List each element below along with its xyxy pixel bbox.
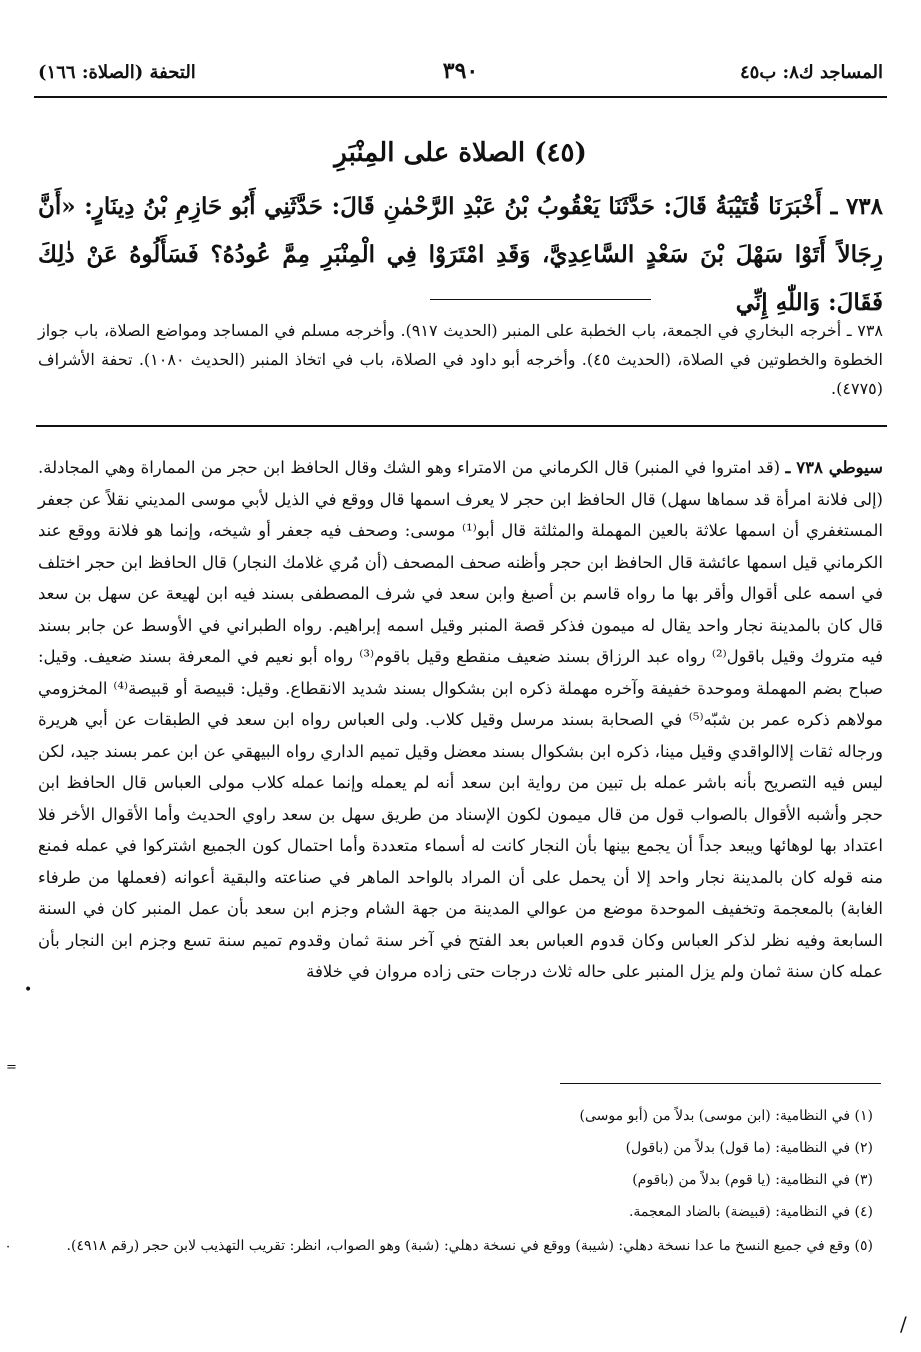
header-chapter-ref: المساجد ك٨: ب٤٥ [740, 62, 883, 83]
hadith-number: ٧٣٨ ـ [830, 193, 883, 220]
margin-mark: = [6, 1060, 17, 1075]
commentary-label: سيوطي ٧٣٨ ـ [785, 458, 883, 477]
header-tuhfa-ref: التحفة (الصلاة: ١٦٦) [38, 62, 196, 83]
header-rule [34, 96, 887, 98]
hadith-separator [430, 299, 651, 300]
chapter-title: (٤٥) الصلاة على المِنْبَرِ [334, 138, 587, 168]
footnote: (٤) في النظامية: (قبيضة) بالضاد المعجمة. [628, 1204, 873, 1220]
hadith-text [38, 183, 883, 327]
takhrij-number: ٧٣٨ ـ [846, 321, 884, 340]
footnotes-rule [560, 1083, 881, 1084]
takhrij-body: أخرجه البخاري في الجمعة، باب الخطبة على المنبر (الحديث ٩١٧). وأخرجه مسلم في المساجد ومواضع الصلاة، باب جواز الخطوة والخطوتين في الصلاة، (الحديث ٤٥). وأخرجه أبو داود في الصلاة، باب في اتخاذ المنبر (الحديث ١٠٨٠). تحفة الأشراف (٤٧٧٥). [38, 321, 883, 398]
footnotes [38, 1100, 873, 1258]
margin-mark: · [6, 1240, 11, 1255]
margin-mark: • [24, 982, 33, 998]
footnote: (٥) وقع في جميع النسخ ما عدا نسخة دهلي: (شيبة) ووقع في نسخة دهلي: (شبة) وهو الصواب، انظر: تقريب التهذيب لابن حجر (رقم ٤٩١٨). [66, 1238, 873, 1254]
takhrij-note [38, 316, 883, 403]
margin-mark: / [900, 1312, 907, 1336]
page-number: ٣٩٠ [442, 58, 479, 84]
footnote: (٢) في النظامية: (ما قول) بدلاً من (باقول) [625, 1140, 873, 1156]
footnote: (١) في النظامية: (ابن موسى) بدلاً من (أبو موسى) [579, 1108, 873, 1124]
suyuti-commentary [38, 452, 883, 988]
footnote: (٣) في النظامية: (يا قوم) بدلاً من (باقوم) [632, 1172, 873, 1188]
commentary-body: (قد امتروا في المنبر) قال الكرماني من الامتراء وهو الشك وقال الحافظ ابن حجر من المماراة وهي المجادلة. (إلى فلانة امرأة قد سماها سهل) قال الحافظ ابن حجر لا يعرف اسمها قال ووقع في الذيل لأبي موسى المديني نقلاً عن جعفر المستغفري أن اسمها علاثة بالعين المهملة والمثلثة قال أبو⁽¹⁾ موسى: وصحف فيه جعفر أو شيخه، وإنما هو فلانة ووقع عند الكرماني قيل اسمها عائشة قال الحافظ ابن حجر وأظنه صحف المصحف (أن مُري غلامك النجار) قال الحافظ ابن حجر اختلف في اسمه على أقوال وأقر بها ما رواه قاسم بن أصبغ وابن سعد في شرف المصطفى بسند فيه ابن لهيعة عن سهل بن سعد قال كان بالمدينة نجار واحد يقال له ميمون فذكر قصة المنبر وقيل اسمه إبراهيم. رواه الطبراني في الأوسط عن جابر بسند فيه متروك وقيل باقول⁽²⁾ رواه عبد الرزاق بسند ضعيف منقطع وقيل باقوم⁽³⁾ رواه أبو نعيم في المعرفة بسند ضعيف. وقيل: صباح بضم المهملة وموحدة خفيفة وآخره مهملة ذكره ابن بشكوال بسند شديد الانقطاع. وقيل: قبيصة أو قبيصة⁽⁴⁾ المخزومي مولاهم ذكره عمر بن شبّه⁽⁵⁾ في الصحابة بسند مرسل وقيل كلاب. ولى العباس رواه ابن سعد في الطبقات عن أبي هريرة ورجاله ثقات إلاالواقدي وقيل مينا، ذكره ابن بشكوال بسند معضل وقيل تميم الداري رواه البيهقي عن ابن عمر بسند جيد، لكن ليس فيه التصريح بأنه باشر عمله بل تبين من رواية ابن سعد أنه لم يعمله وإنما عمله كلاب مولى العباس قال الحافظ ابن حجر وأشبه الأقوال بالصواب قول من قال ميمون لكون الإسناد من طريق سهل بن سعد راوي الحديث وأما الأقوال الأخر فلا اعتداد بها لوهائها ويبعد جداً أن يجمع بينها بأن النجار كانت له أسماء متعددة وأما احتمال كون الجميع اشتركوا في عمله فمنع منه قوله كان بالمدينة نجار واحد إلا أن يحمل على أن المراد بالواحد الماهر في صناعته والبقية أعوانه (فعملها من طرفاء الغابة) بالمعجمة وتخفيف الموحدة موضع من عوالي المدينة من جهة الشام وجزم ابن سعد بأن عمل المنبر كان في السنة السابعة وفيه نظر لذكر العباس وكان قدوم العباس بعد الفتح في آخر سنة ثمان وقدوم تميم سنة تسع وجزم ابن النجار بأن عمله كان سنة ثمان ولم يزل المنبر على حاله ثلاث درجات حتى زاده مروان في خلافة [38, 458, 884, 981]
section-divider [36, 425, 887, 427]
hadith-body: أَخْبَرَنَا قُتَيْبَةُ قَالَ: حَدَّثَنَا يَعْقُوبُ بْنُ عَبْدِ الرَّحْمٰنِ قَالَ: حَدَّثَنِي أَبُو حَازِمِ بْنُ دِينَارٍ: «أَنَّ رِجَالاً أَتَوْا سَهْلَ بْنَ سَعْدٍ السَّاعِدِيَّ، وَقَدِ امْتَرَوْا فِي الْمِنْبَرِ مِمَّ عُودُهُ؟ فَسَأَلُوهُ عَنْ ذٰلِكَ فَقَالَ: وَاللّٰهِ إِنِّي [38, 193, 883, 316]
page-header [38, 58, 883, 92]
